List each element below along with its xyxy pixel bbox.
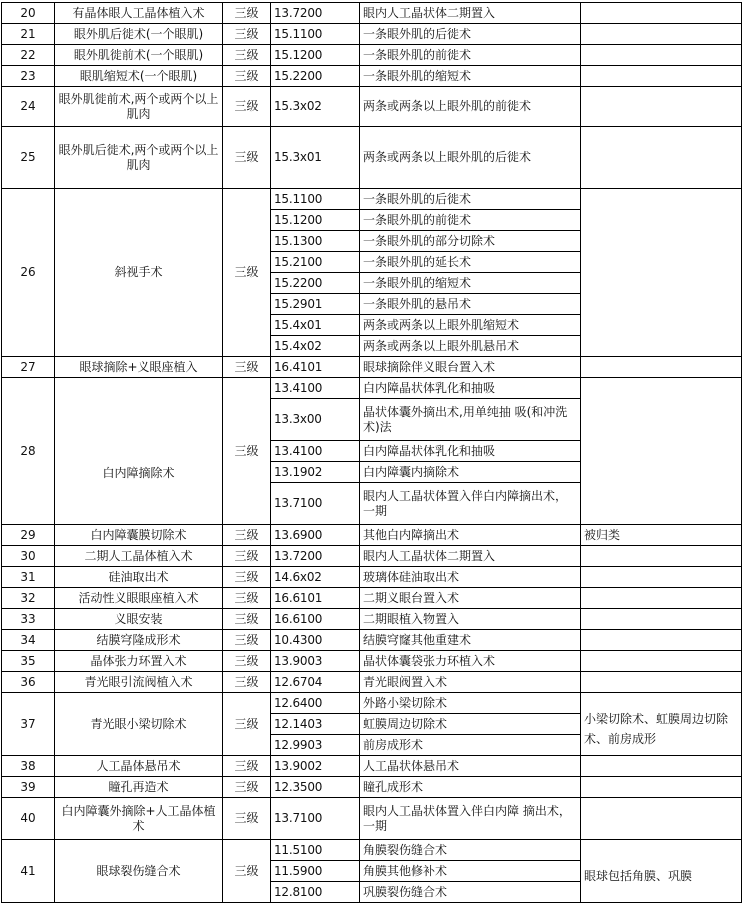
procedure-code: 13.7100: [271, 483, 360, 525]
table-row: [2, 630, 742, 651]
procedure-description: 白内障晶状体乳化和抽吸: [360, 441, 581, 462]
procedure-code: 13.7100: [271, 798, 360, 840]
procedure-code: 12.8100: [271, 882, 360, 903]
remark: [581, 546, 742, 567]
procedure-code: 15.4x02: [271, 336, 360, 357]
row-number: 27: [2, 357, 55, 378]
table-row: [2, 378, 742, 399]
row-number: 25: [2, 127, 55, 189]
procedure-description: 晶状体囊外摘出术,用单纯抽 吸(和冲洗术)法: [360, 399, 581, 441]
row-number: 31: [2, 567, 55, 588]
surgery-level: 三级: [223, 651, 271, 672]
row-number: 39: [2, 777, 55, 798]
surgery-level: 三级: [223, 189, 271, 357]
table-row: [2, 798, 742, 840]
procedure-description: 两条或两条以上眼外肌的前徙术: [360, 87, 581, 127]
procedure-description: 瞳孔成形术: [360, 777, 581, 798]
table-row: [2, 546, 742, 567]
procedure-description: 两条或两条以上眼外肌缩短术: [360, 315, 581, 336]
procedure-description: 其他白内障摘出术: [360, 525, 581, 546]
table-row: [2, 693, 742, 714]
surgery-name: 结膜穹隆成形术: [55, 630, 223, 651]
surgery-name: 活动性义眼眼座植入术: [55, 588, 223, 609]
procedure-code: 15.1300: [271, 231, 360, 252]
table-row: [2, 66, 742, 87]
row-number: 33: [2, 609, 55, 630]
row-number: 32: [2, 588, 55, 609]
surgery-name: 义眼安装: [55, 609, 223, 630]
procedure-code: 15.2200: [271, 66, 360, 87]
surgery-level: 三级: [223, 693, 271, 756]
surgery-name: 青光眼引流阀植入术: [55, 672, 223, 693]
remark: [581, 45, 742, 66]
document-page: [1, 2, 742, 903]
procedure-code: 15.1100: [271, 189, 360, 210]
remark: [581, 24, 742, 45]
procedure-description: 青光眼阀置入术: [360, 672, 581, 693]
procedure-code: 12.3500: [271, 777, 360, 798]
procedure-description: 一条眼外肌的悬吊术: [360, 294, 581, 315]
procedure-description: 眼内人工晶状体二期置入: [360, 3, 581, 24]
procedure-description: 一条眼外肌的缩短术: [360, 66, 581, 87]
procedure-code: 12.9903: [271, 735, 360, 756]
surgery-level: 三级: [223, 66, 271, 87]
procedure-description: 两条或两条以上眼外肌悬吊术: [360, 336, 581, 357]
remark: [581, 630, 742, 651]
row-number: 26: [2, 189, 55, 357]
surgery-level: 三级: [223, 609, 271, 630]
surgery-name: 眼外肌后徙术,两个或两个以上 肌肉: [55, 127, 223, 189]
row-number: 21: [2, 24, 55, 45]
procedure-code: 11.5100: [271, 840, 360, 861]
surgery-name: 青光眼小梁切除术: [55, 693, 223, 756]
procedure-code: 15.4x01: [271, 315, 360, 336]
remark: [581, 609, 742, 630]
surgery-level: 三级: [223, 588, 271, 609]
procedure-description: 人工晶状体悬吊术: [360, 756, 581, 777]
table-row: [2, 567, 742, 588]
row-number: 29: [2, 525, 55, 546]
procedure-description: 两条或两条以上眼外肌的后徙术: [360, 127, 581, 189]
procedure-code: 13.3x00: [271, 399, 360, 441]
procedure-code: 13.4100: [271, 378, 360, 399]
procedure-description: 巩膜裂伤缝合术: [360, 882, 581, 903]
remark: [581, 378, 742, 525]
procedure-description: 二期义眼台置入术: [360, 588, 581, 609]
surgery-name: 斜视手术: [55, 189, 223, 357]
procedure-description: 一条眼外肌的后徙术: [360, 24, 581, 45]
surgery-level: 三级: [223, 24, 271, 45]
procedure-code: 11.5900: [271, 861, 360, 882]
table-row: [2, 87, 742, 127]
procedure-description: 二期眼植入物置入: [360, 609, 581, 630]
row-number: 24: [2, 87, 55, 127]
row-number: 22: [2, 45, 55, 66]
remark: [581, 756, 742, 777]
procedure-code: 16.6100: [271, 609, 360, 630]
procedure-code: 16.4101: [271, 357, 360, 378]
procedure-code: 16.6101: [271, 588, 360, 609]
procedure-description: 外路小梁切除术: [360, 693, 581, 714]
table-row: [2, 651, 742, 672]
procedure-description: 眼球摘除伴义眼台置入术: [360, 357, 581, 378]
procedure-description: 一条眼外肌的延长术: [360, 252, 581, 273]
procedure-table: [1, 2, 742, 903]
remark: [581, 672, 742, 693]
surgery-level: 三级: [223, 798, 271, 840]
table-row: [2, 609, 742, 630]
surgery-name: 瞳孔再造术: [55, 777, 223, 798]
row-number: 41: [2, 840, 55, 903]
remark: [581, 777, 742, 798]
surgery-level: 三级: [223, 756, 271, 777]
remark: [581, 588, 742, 609]
table-row: [2, 672, 742, 693]
remark: [581, 189, 742, 357]
table-row: [2, 189, 742, 210]
remark: [581, 567, 742, 588]
procedure-description: 虹膜周边切除术: [360, 714, 581, 735]
procedure-code: 15.3x02: [271, 87, 360, 127]
procedure-code: 13.4100: [271, 441, 360, 462]
surgery-name: 二期人工晶体植入术: [55, 546, 223, 567]
surgery-level: 三级: [223, 777, 271, 798]
surgery-name: 眼肌缩短术(一个眼肌): [55, 66, 223, 87]
procedure-description: 眼内人工晶状体二期置入: [360, 546, 581, 567]
row-number: 28: [2, 378, 55, 525]
table-row: [2, 24, 742, 45]
remark: 被归类: [581, 525, 742, 546]
table-row: [2, 588, 742, 609]
surgery-level: 三级: [223, 630, 271, 651]
procedure-code: 15.1100: [271, 24, 360, 45]
surgery-name: 白内障摘除术: [55, 378, 223, 525]
procedure-code: 15.2100: [271, 252, 360, 273]
surgery-name: 白内障囊外摘除+人工晶体植术: [55, 798, 223, 840]
row-number: 36: [2, 672, 55, 693]
surgery-name: 晶体张力环置入术: [55, 651, 223, 672]
row-number: 30: [2, 546, 55, 567]
surgery-level: 三级: [223, 3, 271, 24]
procedure-code: 13.1902: [271, 462, 360, 483]
procedure-code: 12.6400: [271, 693, 360, 714]
surgery-name: 眼外肌徙前术,两个或两个以上肌肉: [55, 87, 223, 127]
remark: [581, 127, 742, 189]
procedure-code: 15.3x01: [271, 127, 360, 189]
procedure-code: 13.6900: [271, 525, 360, 546]
remark: [581, 798, 742, 840]
row-number: 23: [2, 66, 55, 87]
surgery-level: 三级: [223, 567, 271, 588]
procedure-code: 13.9002: [271, 756, 360, 777]
remark: [581, 3, 742, 24]
remark: [581, 357, 742, 378]
remark: [581, 651, 742, 672]
procedure-code: 13.7200: [271, 3, 360, 24]
surgery-name: 眼外肌后徙术(一个眼肌): [55, 24, 223, 45]
procedure-description: 角膜其他修补术: [360, 861, 581, 882]
surgery-level: 三级: [223, 378, 271, 525]
row-number: 35: [2, 651, 55, 672]
procedure-code: 15.1200: [271, 45, 360, 66]
row-number: 20: [2, 3, 55, 24]
remark: [581, 66, 742, 87]
procedure-code: 15.1200: [271, 210, 360, 231]
procedure-code: 15.2200: [271, 273, 360, 294]
surgery-name: 眼球裂伤缝合术: [55, 840, 223, 903]
procedure-description: 一条眼外肌的前徙术: [360, 45, 581, 66]
procedure-code: 10.4300: [271, 630, 360, 651]
surgery-name: 人工晶体悬吊术: [55, 756, 223, 777]
surgery-name: 眼外肌徙前术(一个眼肌): [55, 45, 223, 66]
procedure-code: 14.6x02: [271, 567, 360, 588]
procedure-code: 13.9003: [271, 651, 360, 672]
table-row: [2, 525, 742, 546]
procedure-description: 角膜裂伤缝合术: [360, 840, 581, 861]
procedure-code: 13.7200: [271, 546, 360, 567]
procedure-code: 12.1403: [271, 714, 360, 735]
surgery-level: 三级: [223, 87, 271, 127]
surgery-level: 三级: [223, 525, 271, 546]
surgery-level: 三级: [223, 45, 271, 66]
table-row: [2, 840, 742, 861]
row-number: 40: [2, 798, 55, 840]
surgery-name: 有晶体眼人工晶体植入术: [55, 3, 223, 24]
remark: [581, 87, 742, 127]
table-row: [2, 777, 742, 798]
table-row: [2, 127, 742, 189]
procedure-description: 一条眼外肌的部分切除术: [360, 231, 581, 252]
procedure-description: 一条眼外肌的缩短术: [360, 273, 581, 294]
procedure-description: 玻璃体硅油取出术: [360, 567, 581, 588]
surgery-level: 三级: [223, 127, 271, 189]
surgery-level: 三级: [223, 672, 271, 693]
row-number: 34: [2, 630, 55, 651]
surgery-level: 三级: [223, 840, 271, 903]
procedure-description: 一条眼外肌的后徙术: [360, 189, 581, 210]
procedure-description: 眼内人工晶状体置入伴白内障摘出术，一期: [360, 483, 581, 525]
procedure-code: 12.6704: [271, 672, 360, 693]
table-row: [2, 756, 742, 777]
table-row: [2, 357, 742, 378]
procedure-description: 眼内人工晶状体置入伴白内障 摘出术，一期: [360, 798, 581, 840]
procedure-code: 15.2901: [271, 294, 360, 315]
procedure-description: 白内障囊内摘除术: [360, 462, 581, 483]
surgery-level: 三级: [223, 357, 271, 378]
surgery-name: 硅油取出术: [55, 567, 223, 588]
procedure-description: 前房成形术: [360, 735, 581, 756]
surgery-name: 眼球摘除+义眼座植入: [55, 357, 223, 378]
procedure-description: 晶状体囊袋张力环植入术: [360, 651, 581, 672]
remark: 眼球包括角膜、巩膜: [581, 840, 742, 903]
procedure-description: 白内障晶状体乳化和抽吸: [360, 378, 581, 399]
row-number: 38: [2, 756, 55, 777]
table-row: [2, 3, 742, 24]
surgery-name: 白内障囊膜切除术: [55, 525, 223, 546]
surgery-level: 三级: [223, 546, 271, 567]
table-row: [2, 45, 742, 66]
procedure-description: 结膜穹窿其他重建术: [360, 630, 581, 651]
procedure-description: 一条眼外肌的前徙术: [360, 210, 581, 231]
row-number: 37: [2, 693, 55, 756]
remark: 小梁切除术、虹膜周边切除术、前房成形: [581, 693, 742, 756]
